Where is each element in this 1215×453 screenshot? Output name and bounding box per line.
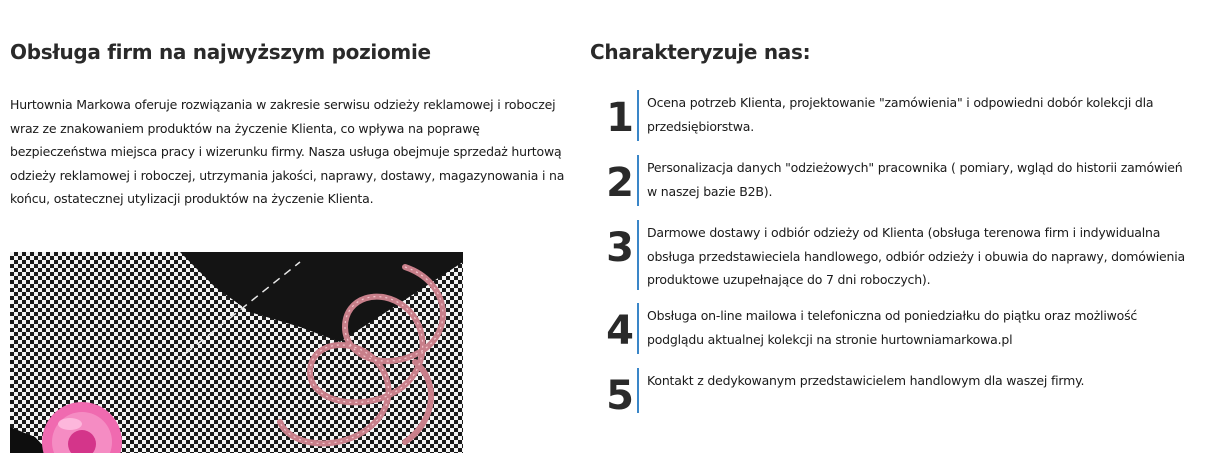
fabric-photo (10, 252, 463, 453)
features-title: Charakteryzuje nas: (590, 40, 811, 64)
business-service-section (10, 0, 570, 453)
feature-text: Personalizacja danych "odzieżowych" pracownika ( pomiary, wgląd do historii zamówień w naszej bazie B2B). (647, 160, 1183, 199)
feature-text: Obsługa on-line mailowa i telefoniczna od poniedziałku do piątku oraz możliwość podglądu aktualnej kolekcji na stronie hurtowniamarkowa.pl (647, 308, 1138, 347)
accent-bar (637, 220, 639, 290)
houndstooth-fabric-measuring-tape-photo (10, 252, 463, 453)
feature-number: 1 (606, 95, 634, 141)
feature-number: 4 (606, 308, 634, 354)
feature-item-5 (604, 368, 1194, 419)
feature-number: 2 (606, 160, 634, 206)
features-list (604, 90, 1194, 419)
feature-text: Darmowe dostawy i odbiór odzieży od Klienta (obsługa terenowa firm i indywidualna obsługa przedstawieciela handlowego, odbiór odzieży i obuwia do naprawy, domówienia produktowe uzupełnające do 7 dni roboczych). (647, 225, 1185, 287)
feature-item-2 (604, 155, 1194, 206)
accent-bar (637, 368, 639, 413)
accent-bar (637, 303, 639, 354)
accent-bar (637, 90, 639, 141)
feature-item-4 (604, 303, 1194, 354)
feature-number: 3 (606, 225, 634, 271)
section-title: Obsługa firm na najwyższym poziomie (10, 40, 431, 64)
feature-text: Ocena potrzeb Klienta, projektowanie "zamówienia" i odpowiedni dobór kolekcji dla przedsiębiorstwa. (647, 95, 1154, 134)
intro-description: Hurtownia Markowa oferuje rozwiązania w zakresie serwisu odzieży reklamowej i roboczej wraz ze znakowaniem produktów na życzenie Klienta, co wpływa na poprawę bezpieczeństwa miejsca pracy i wizerunku firmy. Nasza usługa obejmuje sprzedaż hurtową odzieży reklamowej i roboczej, utrzymania jakości, naprawy, dostawy, magazynowania i na końcu, ostatecznej utylizacji produktów na życzenie Klienta. (10, 97, 565, 206)
features-section (590, 0, 1190, 453)
feature-item-3 (604, 220, 1194, 290)
feature-text: Kontakt z dedykowanym przedstawicielem handlowym dla waszej firmy. (647, 373, 1085, 388)
feature-item-1 (604, 90, 1194, 141)
accent-bar (637, 155, 639, 206)
feature-number: 5 (606, 373, 634, 419)
